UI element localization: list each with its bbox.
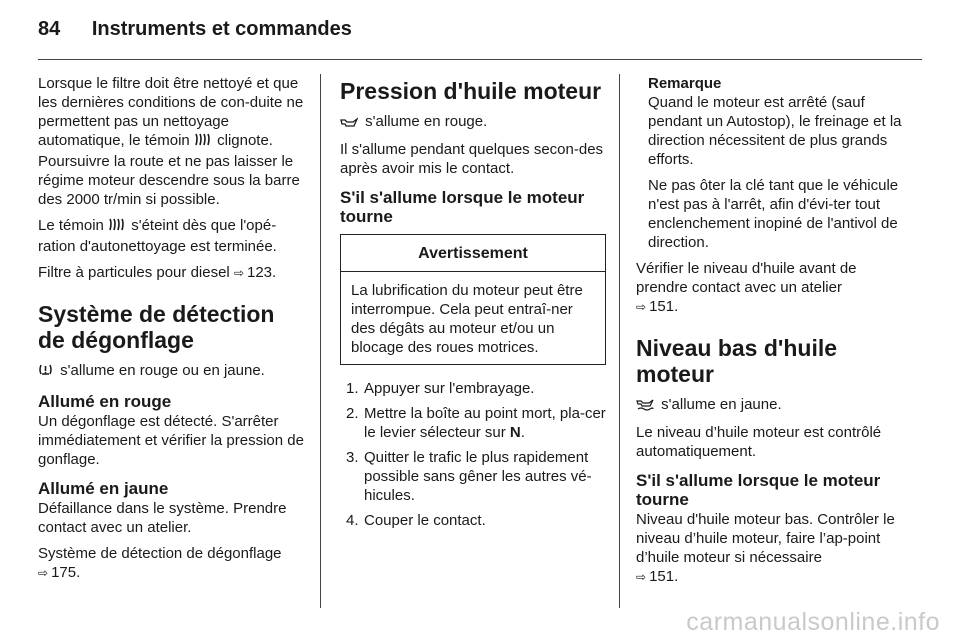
cross-reference[interactable] <box>636 259 908 317</box>
gear-position: N <box>509 424 521 441</box>
section-heading-tpms: Système de détection de dégonflage <box>38 301 275 353</box>
reference-text: Niveau d'huile moteur bas. Contrôler le niveau d’huile moteur, faire l’ap-point d’huile moteur si nécessaire <box>636 511 895 566</box>
steps-list <box>340 379 606 530</box>
reference-page: 175. <box>51 564 81 581</box>
column-1 <box>38 74 304 590</box>
paragraph-text: Lorsque le filtre doit être nettoyé et que les dernières conditions de con-duite ne permettent pas un nettoyage automatique, le témoin <box>38 75 304 149</box>
paragraph-text: s'allume en rouge. <box>365 113 488 130</box>
page-reference-icon: ⇨ <box>636 300 647 314</box>
paragraph: Ne pas ôter la clé tant que le véhicule n'est pas à l'arrêt, afin d'évi-ter tout enclenchement inopiné de l'antivol de direction. <box>648 177 899 251</box>
section-heading-oil-pressure: Pression d'huile moteur <box>340 78 602 104</box>
column-divider-2 <box>619 74 620 608</box>
reference-page: 123. <box>247 264 277 281</box>
note-block <box>636 74 908 252</box>
step-number: 3. <box>346 449 359 466</box>
page-reference-icon: ⇨ <box>38 566 49 580</box>
step-text: Quitter le trafic le plus rapidement possible sans gêner les autres vé-hicules. <box>364 449 592 504</box>
subheading-red: Allumé en rouge <box>38 392 172 411</box>
reference-text: Filtre à particules pour diesel <box>38 264 230 281</box>
paragraph-text: s'allume en rouge ou en jaune. <box>60 362 265 379</box>
subheading-yellow: Allumé en jaune <box>38 479 169 498</box>
paragraph <box>38 361 304 382</box>
note-title: Remarque <box>648 75 722 92</box>
chapter-title: Instruments et commandes <box>91 18 352 40</box>
step-number: 1. <box>346 380 359 397</box>
list-item <box>340 379 606 398</box>
paragraph-text: s'éteint dès que l'opé-ration d'autonettoyage est terminée. <box>38 217 277 255</box>
subheading-engine-running: S'il s'allume lorsque le moteur tourne <box>636 471 881 509</box>
section-heading-low-oil: Niveau bas d'huile moteur <box>636 335 838 387</box>
paragraph-text: s'allume en jaune. <box>661 396 782 413</box>
paragraph: Quand le moteur est arrêté (sauf pendant un Autostop), le freinage et la direction nécessitent de plus grands efforts. <box>648 94 902 168</box>
reference-page: 151. <box>649 568 679 585</box>
step-text: Couper le contact. <box>364 512 486 529</box>
page-reference-icon: ⇨ <box>233 266 244 280</box>
subheading-engine-running: S'il s'allume lorsque le moteur tourne <box>340 188 585 226</box>
column-divider-1 <box>320 74 321 608</box>
warning-title: Avertissement <box>341 235 605 272</box>
step-text-end: . <box>520 424 525 441</box>
step-text: Mettre la boîte au point mort, pla-cer le levier sélecteur sur <box>364 405 606 441</box>
cross-reference[interactable] <box>636 510 908 587</box>
diesel-particle-filter-icon <box>108 217 124 237</box>
page-reference-icon: ⇨ <box>636 570 647 584</box>
paragraph-text: clignote. Poursuivre la route et ne pas laisser le régime moteur descendre sous la barre des 2000 tr/min si possible. <box>38 132 300 208</box>
paragraph <box>340 112 606 133</box>
paragraph: Le niveau d’huile moteur est contrôlé automatiquement. <box>636 424 882 460</box>
paragraph: Défaillance dans le système. Prendre contact avec un atelier. <box>38 500 287 536</box>
diesel-particle-filter-icon <box>194 132 210 152</box>
reference-text: Système de détection de dégonflage <box>38 545 282 562</box>
warning-text: La lubrification du moteur peut être interrompue. Cela peut entraî-ner des dégâts au moteur et/ou un blocage des roues motrices. <box>351 282 583 356</box>
warning-box <box>340 234 606 365</box>
reference-text: Vérifier le niveau d'huile avant de prendre contact avec un atelier <box>636 260 857 296</box>
tire-pressure-icon <box>38 362 53 382</box>
cross-reference[interactable] <box>38 263 304 283</box>
oil-can-icon <box>340 114 358 133</box>
page-number: 84 <box>38 18 61 40</box>
oil-level-icon <box>636 397 654 416</box>
paragraph <box>38 216 304 256</box>
list-item <box>340 448 606 505</box>
paragraph-text: Le témoin <box>38 217 104 234</box>
paragraph: Un dégonflage est détecté. S'arrêter immédiatement et vérifier la pression de gonflage. <box>38 413 304 468</box>
step-number: 4. <box>346 512 359 529</box>
column-3 <box>636 74 908 594</box>
paragraph <box>38 74 304 209</box>
step-number: 2. <box>346 405 359 422</box>
cross-reference[interactable] <box>38 544 304 583</box>
list-item <box>340 404 606 442</box>
reference-page: 151. <box>649 298 679 315</box>
column-2 <box>340 74 606 536</box>
list-item <box>340 511 606 530</box>
paragraph: Il s'allume pendant quelques secon-des après avoir mis le contact. <box>340 141 604 177</box>
paragraph <box>636 395 908 416</box>
step-text: Appuyer sur l'embrayage. <box>364 380 535 397</box>
header-rule <box>38 59 922 60</box>
watermark: carmanualsonline.info <box>686 608 940 636</box>
page-header <box>38 18 352 41</box>
